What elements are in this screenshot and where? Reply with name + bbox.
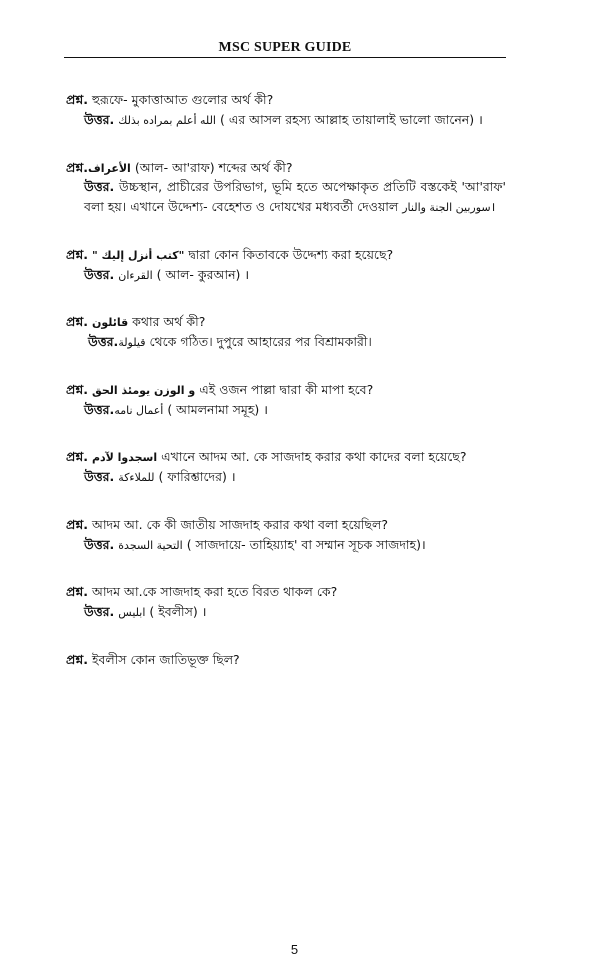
question-8 xyxy=(66,582,506,602)
answer-7 xyxy=(66,535,506,555)
question-3 xyxy=(66,245,506,265)
question-label: প্রশ্ন. xyxy=(66,516,88,532)
answer-text: ( ফারিশ্তাদের) । xyxy=(158,469,236,484)
question-text: দ্বারা কোন কিতাবকে উদ্দেশ্য করা হয়েছে? xyxy=(188,246,394,262)
question-text: এখানে আদম আ. কে সাজদাহ করার কথা কাদের বলা হয়েছে? xyxy=(161,449,467,465)
answer-label: উত্তর. xyxy=(84,469,115,484)
question-1 xyxy=(66,90,506,110)
question-label: প্রশ্ন. xyxy=(66,449,88,465)
question-text: (আল- আ'রাফ) শব্দের অর্থ কী? xyxy=(134,159,293,175)
answer-1 xyxy=(66,110,506,130)
question-label: প্রশ্ন. xyxy=(66,381,88,397)
answer-text: ( এর আসল রহস্য আল্লাহ তায়ালাই ভালো জানেন) । xyxy=(219,111,483,127)
answer-text-end: । xyxy=(490,199,496,214)
question-label: প্রশ্ন. xyxy=(66,651,88,667)
question-label: প্রশ্ন. xyxy=(66,584,88,600)
question-4 xyxy=(66,312,506,332)
answer-text: থেকে গঠিত। দুপুরে আহারের পর বিশ্রামকারী। xyxy=(149,334,372,349)
answer-text: উচ্চস্থান, প্রাচীরের উপরিভাগ, ভূমি হতে অপেক্ষাকৃত প্রতিটি বস্তকেই 'আ'রাফ' বলা হয়। এখানে উদ্দেশ্য- বেহেশত ও দোযখের মধ্যবর্তী দেওয়াল xyxy=(84,179,506,214)
answer-6 xyxy=(66,467,506,487)
question-label: প্রশ্ন. xyxy=(66,159,88,175)
answer-text: ( ইবলীস) । xyxy=(149,604,207,619)
answer-5 xyxy=(66,400,506,420)
question-7 xyxy=(66,515,506,535)
arabic-text: قيلولة xyxy=(118,336,146,349)
question-9 xyxy=(66,650,506,670)
answer-label: উত্তর. xyxy=(84,179,115,195)
page-header: MSC SUPER GUIDE xyxy=(64,40,506,58)
question-label: প্রশ্ন. xyxy=(66,246,88,262)
arabic-text: التحية السجدة xyxy=(118,538,183,552)
question-6 xyxy=(66,447,506,467)
arabic-text: اسجدوا لآدم xyxy=(91,451,158,465)
answer-text: ( আল- কুরআন) । xyxy=(156,266,250,282)
question-text: আদম আ. কে কী জাতীয় সাজদাহ করার কথা বলা হয়েছিল? xyxy=(91,516,388,532)
arabic-text: القرءان xyxy=(118,268,153,282)
answer-2 xyxy=(66,177,506,217)
answer-label: উত্তর. xyxy=(84,604,115,619)
answer-label: উত্তর. xyxy=(84,266,115,282)
question-text: কথার অর্থ কী? xyxy=(132,314,206,330)
arabic-text: ابليس xyxy=(118,606,146,619)
answer-8 xyxy=(66,602,506,622)
arabic-text: و الوزن يومئذ الحق xyxy=(91,383,196,397)
question-5 xyxy=(66,380,506,400)
answer-label: উত্তর. xyxy=(88,334,119,349)
question-text: ইবলীস কোন জাতিভূক্ত ছিল? xyxy=(91,651,240,667)
question-2 xyxy=(66,158,506,178)
qa-list xyxy=(66,90,506,670)
arabic-text: سوربين الجنة والنار xyxy=(402,201,491,214)
question-label: প্রশ্ন. xyxy=(66,314,88,330)
answer-text: ( আমলনামা সমূহ) । xyxy=(167,401,268,417)
arabic-text: قائلون xyxy=(91,316,129,330)
answer-label: উত্তর. xyxy=(84,536,115,552)
question-text: হুরূফে- মুকাত্তাআত গুলোর অর্থ কী? xyxy=(91,92,274,107)
question-label: প্রশ্ন. xyxy=(66,92,88,107)
page-number: 5 xyxy=(290,942,299,957)
answer-4 xyxy=(66,332,506,352)
arabic-text: للملاءكة xyxy=(118,471,155,484)
answer-3 xyxy=(66,265,506,285)
answer-text: ( সাজদায়ে- তাহিয়্যাহ' বা সম্মান সূচক সাজদাহ)। xyxy=(186,536,426,552)
answer-label: উত্তর. xyxy=(84,111,115,127)
arabic-text: الأعراف xyxy=(87,161,131,175)
arabic-text: "كتب أنزل إليك " xyxy=(91,248,185,262)
arabic-text: أعمال نامه xyxy=(114,403,164,417)
arabic-text: الله أعلم بمراده بذلك xyxy=(118,113,216,127)
question-text: আদম আ.কে সাজদাহ করা হতে বিরত থাকল কে? xyxy=(91,584,338,600)
answer-label: উত্তর. xyxy=(84,401,115,417)
question-text: এই ওজন পাল্লা দ্বারা কী মাপা হবে? xyxy=(199,381,374,397)
